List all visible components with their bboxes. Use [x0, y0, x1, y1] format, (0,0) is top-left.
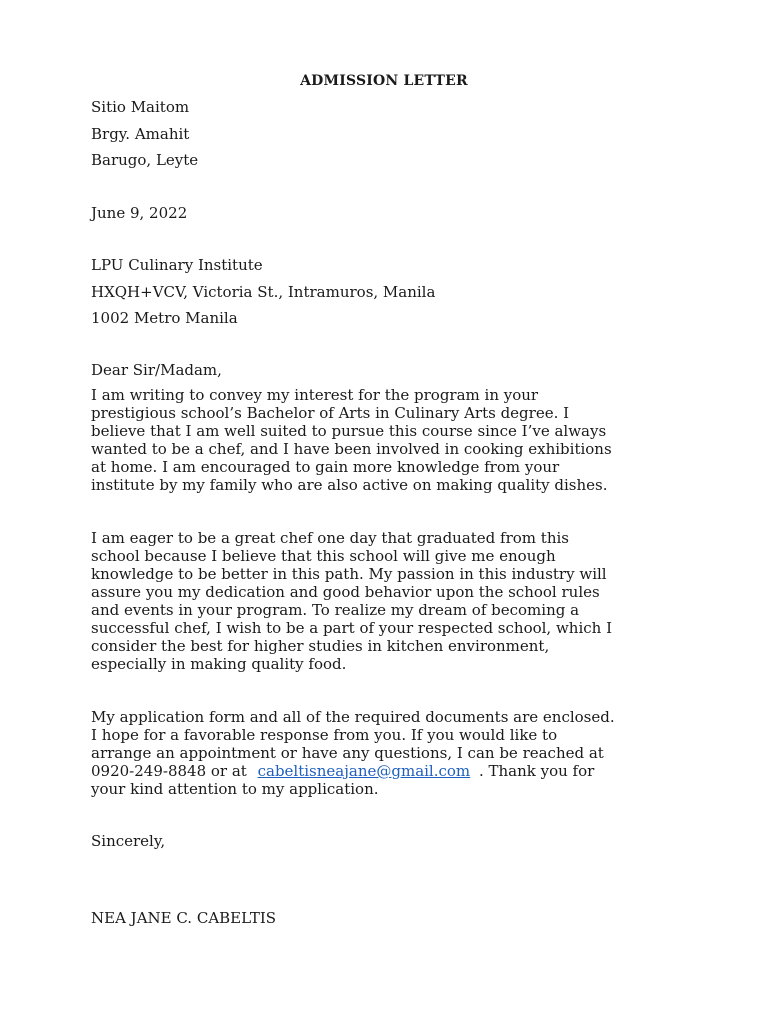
- paragraph-2-line: school because I believe that this school will give me enough: [91, 547, 556, 565]
- paragraph-3-line: [91, 762, 691, 780]
- paragraph-3-line: I hope for a favorable response from you. If you would like to: [91, 726, 558, 744]
- phone-text: 0920-249-8848 or at: [91, 762, 247, 780]
- signature-name: NEA JANE C. CABELTIS: [91, 909, 277, 927]
- paragraph-3-line: My application form and all of the required documents are enclosed.: [91, 708, 615, 726]
- closing: Sincerely,: [91, 832, 166, 850]
- recipient-address-line-2: HXQH+VCV, Victoria St., Intramuros, Manila: [91, 283, 436, 301]
- paragraph-2-line: and events in your program. To realize my dream of becoming a: [91, 601, 580, 619]
- paragraph-2-line: I am eager to be a great chef one day that graduated from this: [91, 529, 569, 547]
- paragraph-2: [91, 529, 691, 673]
- thank-you-text: . Thank you for: [478, 762, 595, 780]
- recipient-address-line-1: LPU Culinary Institute: [91, 256, 263, 274]
- sender-address-line-1: Sitio Maitom: [91, 98, 190, 116]
- paragraph-3: [91, 708, 691, 798]
- paragraph-2-line: successful chef, I wish to be a part of your respected school, which I: [91, 619, 613, 637]
- paragraph-1-line: prestigious school’s Bachelor of Arts in Culinary Arts degree. I: [91, 404, 570, 422]
- paragraph-2-line: especially in making quality food.: [91, 655, 347, 673]
- paragraph-2-line: knowledge to be better in this path. My passion in this industry will: [91, 565, 607, 583]
- paragraph-1-line: I am writing to convey my interest for the program in your: [91, 386, 539, 404]
- sender-address-line-3: Barugo, Leyte: [91, 151, 199, 169]
- paragraph-2-line: consider the best for higher studies in kitchen environment,: [91, 637, 550, 655]
- email-link[interactable]: cabeltisneajane@gmail.com: [257, 762, 471, 780]
- paragraph-1-line: institute by my family who are also active on making quality dishes.: [91, 476, 608, 494]
- paragraph-1: [91, 386, 691, 494]
- paragraph-1-line: at home. I am encouraged to gain more knowledge from your: [91, 458, 560, 476]
- paragraph-3-line: your kind attention to my application.: [91, 780, 379, 798]
- letter-title: ADMISSION LETTER: [300, 73, 468, 89]
- salutation: Dear Sir/Madam,: [91, 361, 222, 379]
- paragraph-1-line: wanted to be a chef, and I have been involved in cooking exhibitions: [91, 440, 612, 458]
- paragraph-2-line: assure you my dedication and good behavior upon the school rules: [91, 583, 600, 601]
- sender-address-line-2: Brgy. Amahit: [91, 125, 190, 143]
- letter-date: June 9, 2022: [91, 204, 188, 222]
- paragraph-3-line: arrange an appointment or have any questions, I can be reached at: [91, 744, 604, 762]
- paragraph-1-line: believe that I am well suited to pursue this course since I’ve always: [91, 422, 607, 440]
- recipient-address-line-3: 1002 Metro Manila: [91, 309, 238, 327]
